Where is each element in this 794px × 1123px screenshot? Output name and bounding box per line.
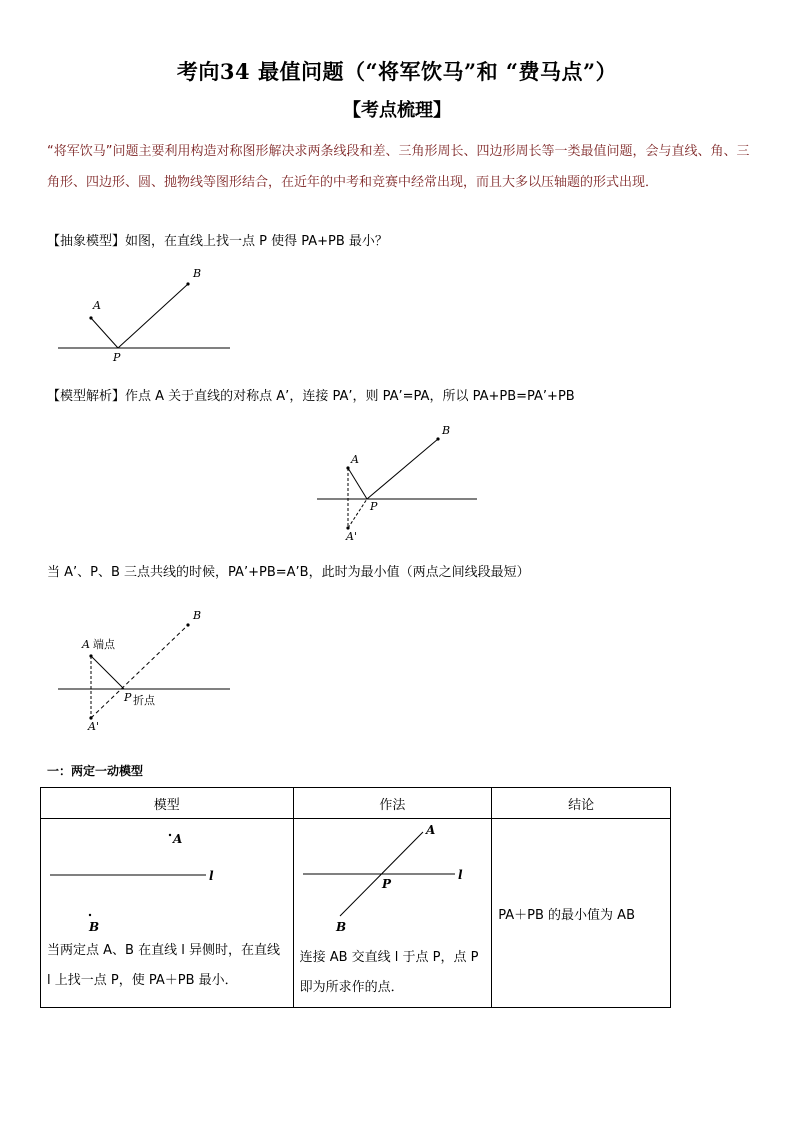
- label-p: P: [124, 691, 132, 704]
- label-endpoint: 端点: [93, 638, 115, 651]
- label-a: A: [82, 638, 90, 651]
- point-b: [89, 914, 91, 916]
- label-l: l: [457, 868, 463, 882]
- point-a: [89, 654, 92, 657]
- segment-pb: [118, 284, 188, 348]
- label-a: A: [351, 453, 359, 466]
- label-b: B: [335, 920, 346, 934]
- figure-fold-point: [40, 600, 240, 740]
- label-p: P: [370, 500, 378, 513]
- label-a-prime: A': [88, 720, 99, 733]
- segment-pa-prime: [348, 499, 367, 528]
- header-method: 作法: [293, 788, 492, 819]
- cell-model: [41, 819, 294, 1008]
- point-b: [186, 282, 189, 285]
- label-b: B: [193, 609, 202, 622]
- label-a-prime: A': [346, 530, 357, 543]
- method-description: 连接 AB 交直线 l 于点 P，点 P 即为所求作的点．: [299, 950, 479, 995]
- table-header-row: [41, 788, 671, 819]
- segment-pa: [348, 468, 367, 499]
- figure-method: [294, 819, 492, 939]
- conclusion-text: PA＋PB 的最小值为 AB: [498, 907, 635, 923]
- point-b: [436, 437, 439, 440]
- label-b: B: [89, 920, 100, 934]
- model-analysis-text: 【模型解析】作点 A 关于直线的对称点 A’，连接 PA’，则 PA’=PA，所以 PA+PB=PA’+PB: [47, 389, 575, 404]
- section-heading: 【考点梳理】: [343, 100, 451, 121]
- label-p: P: [381, 877, 391, 891]
- header-conclusion: 结论: [492, 788, 671, 819]
- header-model: 模型: [41, 788, 294, 819]
- label-a: A: [173, 832, 183, 846]
- label-fold-point: 折点: [133, 694, 155, 707]
- collinear-note-text: 当 A’、P、B 三点共线的时候，PA’+PB=A’B，此时为最小值（两点之间线段最短）: [47, 565, 530, 580]
- point-a: [169, 834, 171, 836]
- page-title: 考向34 最值问题（“将军饮马”和 “费马点”）: [176, 59, 618, 84]
- point-a: [346, 466, 349, 469]
- label-b: B: [193, 267, 202, 280]
- segment-pb: [367, 439, 438, 499]
- segment-pa: [91, 318, 118, 348]
- model-table: [40, 787, 671, 1008]
- model-description: 当两定点 A、B 在直线 l 异侧时，在直线 l 上找一点 P，使 PA＋PB 最小．: [47, 943, 280, 988]
- cell-method: [293, 819, 492, 1008]
- label-l: l: [209, 869, 214, 883]
- point-b: [186, 623, 189, 626]
- point-a: [89, 316, 92, 319]
- segment-pa: [91, 656, 124, 689]
- abstract-model-text: 【抽象模型】如图，在直线上找一点 P 使得 PA+PB 最小？: [47, 234, 388, 249]
- section-one-heading: 一：两定一动模型: [47, 764, 144, 778]
- figure-model: [41, 819, 293, 939]
- figure-reflection: [305, 420, 485, 550]
- table-row: [41, 819, 671, 1008]
- label-p: P: [113, 351, 121, 364]
- cell-conclusion: [492, 819, 671, 1008]
- intro-paragraph: “将军饮马”问题主要利用构造对称图形解决求两条线段和差、三角形周长、四边形周长等一类最值问题，会与直线、角、三角形、四边形、圆、抛物线等图形结合，在近年的中考和竞赛中经常出现，而且大多以压轴题的形式出现．: [47, 144, 750, 190]
- label-b: B: [442, 424, 451, 437]
- figure-abstract-model: [40, 262, 250, 372]
- label-a: A: [93, 299, 101, 312]
- label-a: A: [425, 823, 435, 837]
